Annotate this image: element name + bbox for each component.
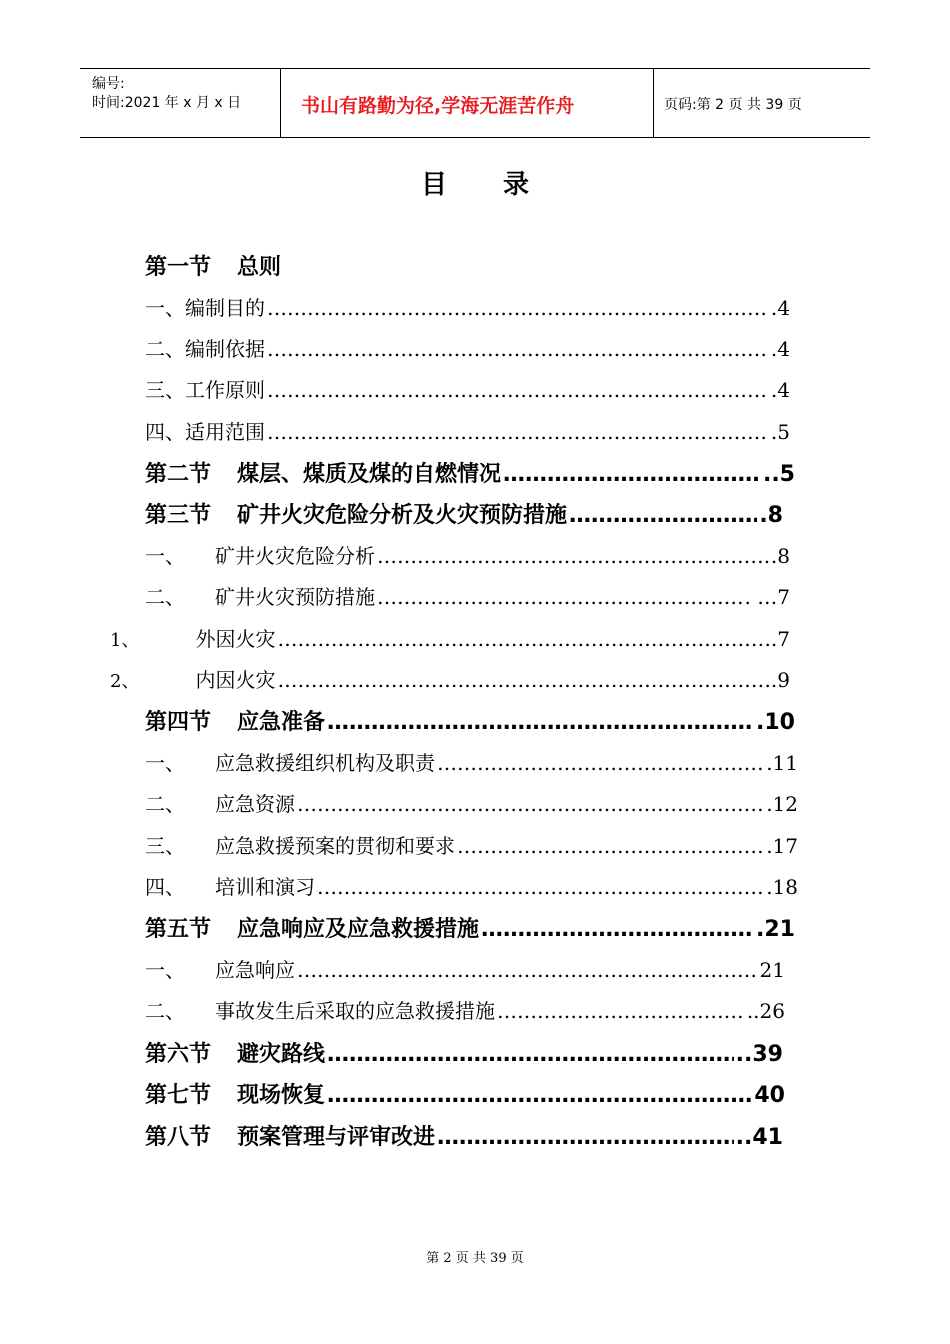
toc-page: 40 xyxy=(754,1083,785,1108)
toc-section-1 xyxy=(145,250,785,280)
toc-number: 第二节 xyxy=(145,462,212,487)
toc-leader xyxy=(457,834,764,858)
toc-number: 第三节 xyxy=(145,503,212,528)
toc-section-2 xyxy=(145,457,795,487)
toc-text: 矿井火灾危险分析及火灾预防措施 xyxy=(237,503,568,528)
toc-leader xyxy=(297,792,764,816)
toc-leader xyxy=(327,1042,734,1067)
toc-text: 煤层、煤质及煤的自燃情况 xyxy=(237,462,502,487)
toc-number: 三、 xyxy=(145,834,185,858)
toc-leader xyxy=(277,668,762,692)
toc-text: 培训和演习 xyxy=(215,875,315,899)
toc-leader xyxy=(297,958,758,982)
toc-text: 应急资源 xyxy=(215,792,295,816)
toc-number: 1、 xyxy=(110,630,140,651)
toc-number: 2、 xyxy=(110,671,140,692)
toc-section-8 xyxy=(145,1120,783,1150)
toc-number: 二、 xyxy=(145,999,185,1023)
toc-item xyxy=(145,374,790,404)
toc-number: 三、 xyxy=(145,378,185,402)
toc-item xyxy=(145,871,798,901)
toc-page: ..39 xyxy=(735,1042,783,1067)
toc-page: ..41 xyxy=(735,1125,783,1150)
toc-page: .10 xyxy=(756,710,795,735)
toc-number: 二、 xyxy=(145,585,185,609)
toc-leader xyxy=(317,875,764,899)
toc-number: 第一节 xyxy=(145,255,212,280)
toc-text: 工作原则 xyxy=(185,378,265,402)
toc-page: ..7 xyxy=(764,627,790,651)
toc-number: 第八节 xyxy=(145,1125,212,1150)
toc-text: 总则 xyxy=(237,255,282,280)
toc-text: 应急响应 xyxy=(215,958,295,982)
toc-leader xyxy=(377,544,769,568)
toc-item xyxy=(145,954,785,984)
toc-page: ..5 xyxy=(762,462,795,487)
toc-leader xyxy=(267,420,769,444)
toc-item xyxy=(145,830,798,860)
toc-page: .5 xyxy=(770,420,790,444)
toc-leader xyxy=(267,378,769,402)
header-info-cell xyxy=(80,69,281,137)
toc-item xyxy=(145,581,790,611)
toc-leader xyxy=(503,462,761,487)
toc-section-7 xyxy=(145,1078,785,1108)
header-table xyxy=(80,68,870,138)
toc-item xyxy=(145,788,798,818)
toc-number: 二、 xyxy=(145,792,185,816)
toc-number: 一、 xyxy=(145,296,185,320)
toc-text: 现场恢复 xyxy=(237,1083,326,1108)
toc-page: .21 xyxy=(756,917,795,942)
toc-text: 矿井火灾危险分析 xyxy=(215,544,375,568)
toc-text: 预案管理与评审改进 xyxy=(237,1125,436,1150)
toc-leader xyxy=(277,627,762,651)
page-title: 目录 xyxy=(420,170,585,200)
toc-number: 第六节 xyxy=(145,1042,212,1067)
toc-number: 第七节 xyxy=(145,1083,212,1108)
toc-leader xyxy=(327,1083,752,1108)
toc-section-6 xyxy=(145,1037,783,1067)
toc-item xyxy=(145,416,790,446)
toc-item xyxy=(145,747,798,777)
toc-text: 适用范围 xyxy=(185,420,265,444)
toc-text: 应急准备 xyxy=(237,710,326,735)
toc-leader xyxy=(437,1125,734,1150)
toc-page: .18 xyxy=(766,875,798,899)
toc-section-5 xyxy=(145,912,795,942)
page-footer: 第 2 页 共 39 页 xyxy=(426,1251,524,1266)
toc-text: 外因火灾 xyxy=(195,627,276,651)
toc-section-4 xyxy=(145,705,795,735)
toc-page: .8 xyxy=(770,544,790,568)
toc-page: .4 xyxy=(770,337,790,361)
toc-leader xyxy=(497,999,745,1023)
toc-item xyxy=(145,292,790,322)
toc-page: .12 xyxy=(766,792,798,816)
toc-text: 编制依据 xyxy=(185,337,265,361)
header-motto-cell xyxy=(281,69,654,137)
toc-page: .11 xyxy=(766,751,798,775)
toc-section-3 xyxy=(145,498,783,528)
header-page-cell xyxy=(654,69,870,137)
toc-leader xyxy=(569,503,757,528)
toc-page: .17 xyxy=(766,834,798,858)
toc-leader xyxy=(267,296,769,320)
toc-number: 一、 xyxy=(145,751,185,775)
toc-item xyxy=(110,623,790,653)
toc-item xyxy=(145,995,785,1025)
toc-number: 四、 xyxy=(145,420,185,444)
toc-number: 一、 xyxy=(145,958,185,982)
toc-leader xyxy=(437,751,764,775)
toc-text: 应急响应及应急救援措施 xyxy=(237,917,480,942)
toc-item xyxy=(145,540,790,570)
toc-page: ..9 xyxy=(764,668,790,692)
header-page-label: 页码:第 2 页 共 39 页 xyxy=(664,97,802,113)
toc-number: 第四节 xyxy=(145,710,212,735)
toc-number: 第五节 xyxy=(145,917,212,942)
toc-page: . …7 xyxy=(744,585,790,609)
toc-item xyxy=(110,664,790,694)
toc-leader xyxy=(481,917,754,942)
toc-text: 编制目的 xyxy=(185,296,265,320)
toc-leader xyxy=(267,337,769,361)
document-time-label: 时间:2021 年 x 月 x 日 xyxy=(92,95,242,111)
toc-text: 事故发生后采取的应急救援措施 xyxy=(215,999,495,1023)
toc-number: 二、 xyxy=(145,337,185,361)
toc-page: .4 xyxy=(770,378,790,402)
toc-page: 21 xyxy=(759,958,785,982)
toc-leader xyxy=(327,710,754,735)
toc-text: 应急救援预案的贯彻和要求 xyxy=(215,834,455,858)
toc-text: 内因火灾 xyxy=(195,668,276,692)
toc-text: 避灾路线 xyxy=(237,1042,326,1067)
toc-number: 一、 xyxy=(145,544,185,568)
toc-text: 应急救援组织机构及职责 xyxy=(215,751,435,775)
motto-text: 书山有路勤为径,学海无涯苦作舟 xyxy=(301,95,575,117)
toc-page: ..26 xyxy=(746,999,785,1023)
toc-number: 四、 xyxy=(145,875,185,899)
toc-leader xyxy=(377,585,743,609)
toc-page: .8 xyxy=(759,503,783,528)
toc-item xyxy=(145,333,790,363)
toc-text: 矿井火灾预防措施 xyxy=(215,585,375,609)
toc-page: .4 xyxy=(770,296,790,320)
document-number-label: 编号: xyxy=(92,76,125,92)
